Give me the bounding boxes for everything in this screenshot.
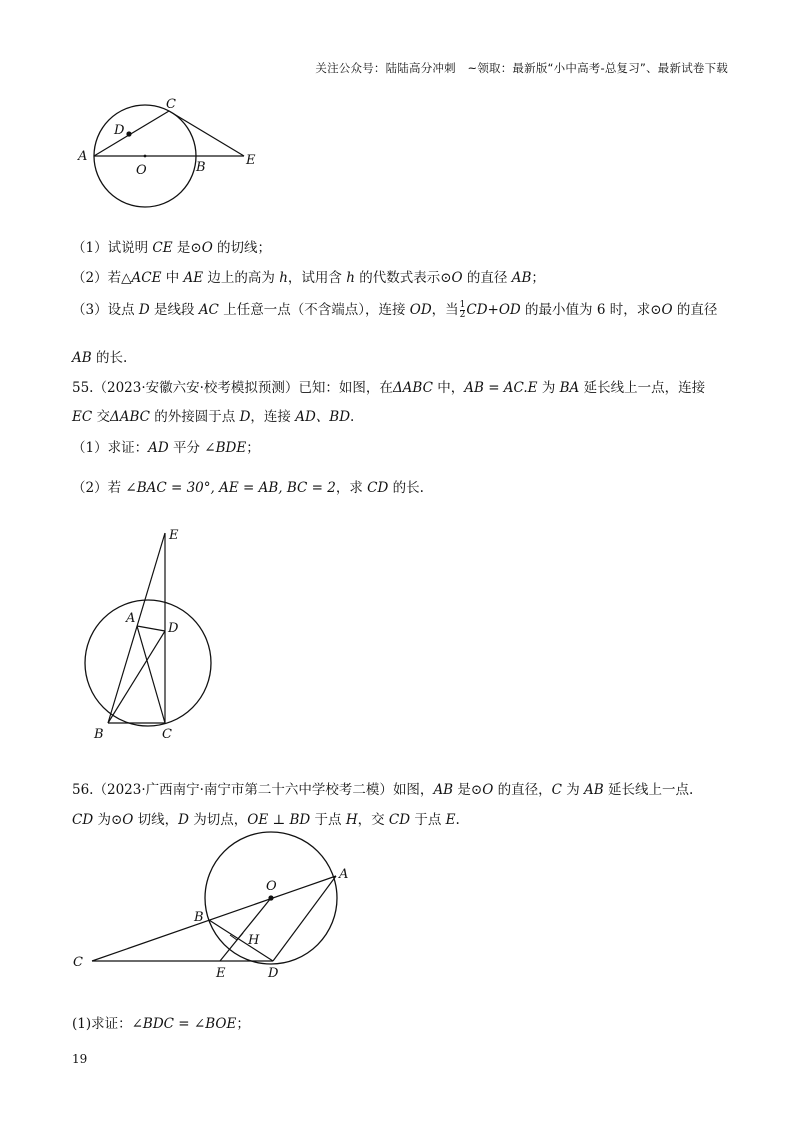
figure-circle-tangent-ce xyxy=(70,92,270,192)
label-a: A xyxy=(126,611,136,626)
p55-stem-line-2: EC 交ΔABC 的外接圆于点 D，连接 AD、BD. xyxy=(72,409,355,425)
line-ad xyxy=(137,626,165,631)
label-o: O xyxy=(136,163,147,178)
label-d: D xyxy=(268,966,279,981)
p55-question-1: （1）求证：AD 平分 ∠BDE； xyxy=(72,440,260,456)
point-o xyxy=(268,895,273,900)
fraction-half: $\frac{1}{2}$ xyxy=(459,300,466,320)
label-a: A xyxy=(78,149,88,164)
label-b: B xyxy=(94,727,104,742)
line-ca xyxy=(92,876,336,961)
line-ac xyxy=(137,626,165,723)
label-c: C xyxy=(166,97,176,112)
label-e: E xyxy=(246,153,256,168)
label-h: H xyxy=(248,933,260,948)
page-header: 关注公众号：陆陆高分冲刺 ~领取：最新版“小中高考-总复习”、最新试卷下载 xyxy=(315,61,728,75)
p54-question-2: （2）若△ACE 中 AE 边上的高为 h，试用含 h 的代数式表示⊙O 的直径 AB； xyxy=(72,270,545,286)
figure-circumcircle-abc xyxy=(80,520,210,750)
line-bd xyxy=(209,920,273,961)
p56-stem-line-1: 56.（2023·广西南宁·南宁市第二十六中学校考二模）如图，AB 是⊙O 的直径，C 为 AB 延长线上一点. xyxy=(72,782,694,798)
p54-question-3: （3）设点 D 是线段 AC 上任意一点（不含端点），连接 OD，当 $\frac{1}{2}$ CD+OD 的最小值为 6 时，求⊙O 的直径 xyxy=(72,300,718,320)
p55-question-2: （2）若 ∠BAC = 30°, AE = AB, BC = 2，求 CD 的长. xyxy=(72,480,424,496)
label-b: B xyxy=(196,160,206,175)
p54-question-1: （1）试说明 CE 是⊙O 的切线； xyxy=(72,240,272,256)
p55-stem-line-1: 55.（2023·安徽六安·校考模拟预测）已知：如图，在ΔABC 中，AB = AC.E 为 BA 延长线上一点，连接 xyxy=(72,380,706,396)
label-b: B xyxy=(194,910,204,925)
page-number: 19 xyxy=(72,1052,88,1066)
p56-stem-line-2: CD 为⊙O 切线，D 为切点，OE ⊥ BD 于点 H，交 CD 于点 E. xyxy=(72,812,460,828)
figure-tangent-cd xyxy=(70,838,360,988)
label-a: A xyxy=(339,867,349,882)
p56-question-1: (1)求证：∠BDC = ∠BOE； xyxy=(72,1016,250,1032)
point-o xyxy=(144,155,147,158)
label-o: O xyxy=(266,879,277,894)
point-d xyxy=(126,131,131,136)
line-bd xyxy=(108,631,165,723)
label-c: C xyxy=(73,955,83,970)
label-e: E xyxy=(169,528,179,543)
label-e: E xyxy=(216,966,226,981)
line-ce xyxy=(169,111,244,156)
label-c: C xyxy=(162,727,172,742)
p54-question-3-cont: AB 的长. xyxy=(72,350,128,366)
label-d: D xyxy=(114,123,125,138)
label-d: D xyxy=(168,621,179,636)
line-ad xyxy=(273,876,336,961)
